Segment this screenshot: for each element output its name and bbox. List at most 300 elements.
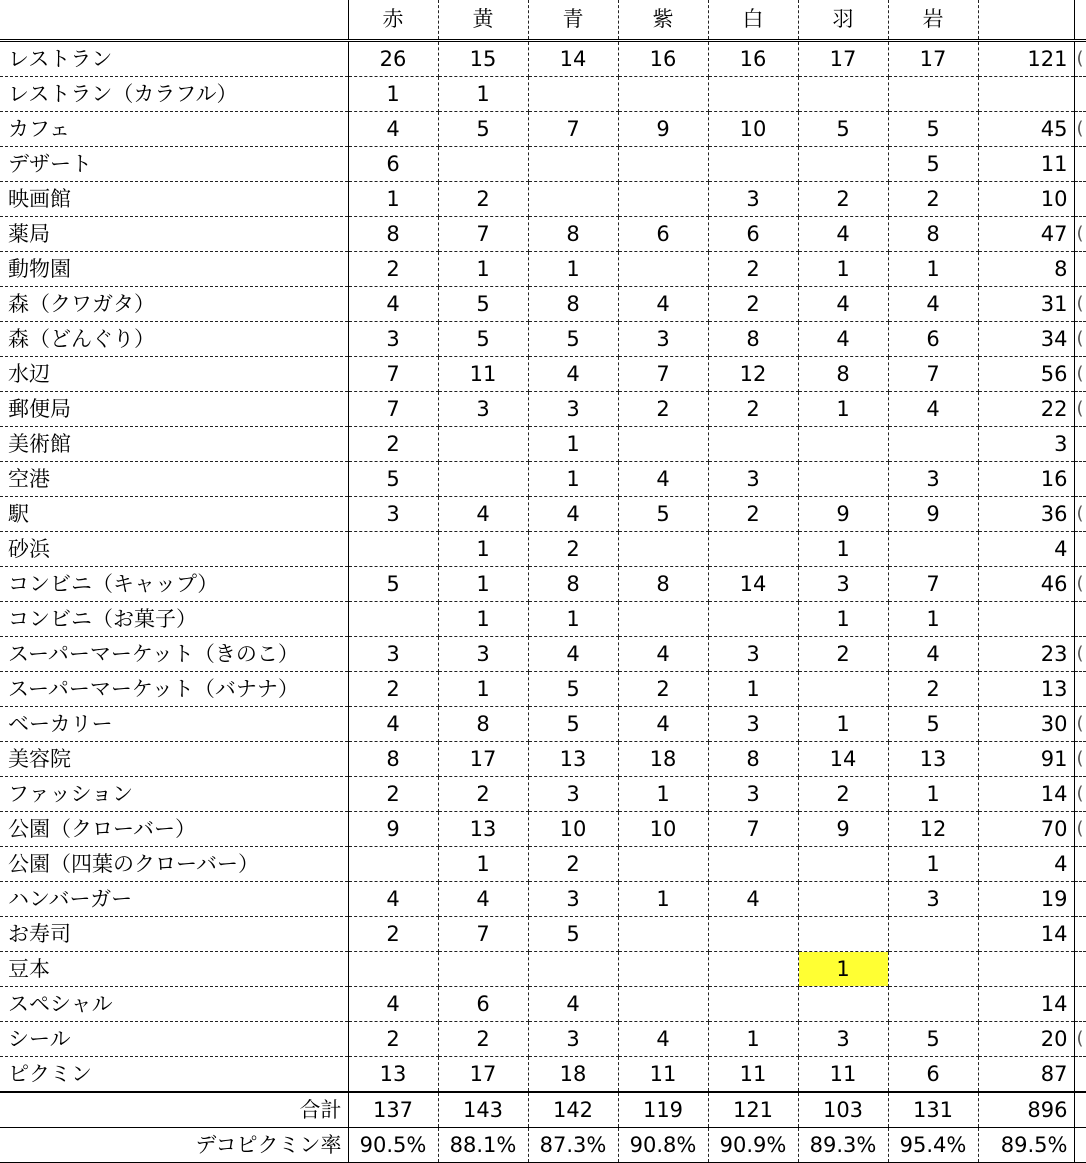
row-label[interactable]: 動物園 [0, 251, 348, 286]
row-total[interactable]: 36 [978, 496, 1074, 531]
row-label[interactable]: シール [0, 1021, 348, 1056]
value-cell[interactable] [438, 951, 528, 986]
table-row [0, 671, 1086, 706]
row-label[interactable]: 美容院 [0, 741, 348, 776]
value-cell[interactable] [618, 601, 708, 636]
row-label[interactable]: 美術館 [0, 426, 348, 461]
value-cell[interactable]: 12 [888, 811, 978, 846]
summary-value[interactable]: 131 [888, 1092, 978, 1128]
row-total[interactable] [978, 601, 1074, 636]
value-cell[interactable]: 5 [348, 566, 438, 601]
value-cell[interactable]: 2 [798, 636, 888, 671]
row-total[interactable]: 45 [978, 111, 1074, 146]
value-cell[interactable]: 1 [438, 846, 528, 881]
value-cell[interactable]: 8 [348, 741, 438, 776]
value-cell[interactable]: 6 [438, 986, 528, 1021]
value-cell[interactable]: 7 [888, 356, 978, 391]
value-cell[interactable]: 7 [528, 111, 618, 146]
value-cell[interactable]: 18 [618, 741, 708, 776]
value-cell[interactable] [618, 916, 708, 951]
value-cell[interactable]: 3 [618, 321, 708, 356]
value-cell[interactable]: 2 [528, 846, 618, 881]
value-cell[interactable]: 4 [888, 391, 978, 426]
value-cell[interactable]: 2 [438, 181, 528, 216]
value-cell[interactable]: 2 [438, 776, 528, 811]
value-cell[interactable]: 14 [798, 741, 888, 776]
row-total[interactable]: 87 [978, 1056, 1074, 1092]
value-cell[interactable]: 3 [348, 636, 438, 671]
row-total[interactable]: 14 [978, 776, 1074, 811]
value-cell[interactable]: 4 [618, 636, 708, 671]
value-cell[interactable]: 1 [708, 671, 798, 706]
value-cell[interactable]: 8 [528, 286, 618, 321]
value-cell[interactable]: 1 [438, 671, 528, 706]
summary-value[interactable]: 137 [348, 1092, 438, 1128]
value-cell[interactable] [618, 251, 708, 286]
value-cell[interactable]: 3 [708, 706, 798, 741]
value-cell[interactable]: 3 [888, 881, 978, 916]
value-cell[interactable]: 2 [708, 391, 798, 426]
row-label[interactable]: 駅 [0, 496, 348, 531]
row-total[interactable]: 11 [978, 146, 1074, 181]
column-header[interactable]: 黄 [438, 0, 528, 40]
value-cell[interactable] [528, 76, 618, 111]
value-cell[interactable]: 16 [708, 40, 798, 76]
row-label[interactable]: スーパーマーケット（バナナ） [0, 671, 348, 706]
value-cell[interactable]: 4 [528, 636, 618, 671]
row-total[interactable]: 31 [978, 286, 1074, 321]
value-cell[interactable]: 4 [438, 881, 528, 916]
row-label[interactable]: ファッション [0, 776, 348, 811]
value-cell[interactable]: 4 [618, 461, 708, 496]
value-cell[interactable] [528, 951, 618, 986]
value-cell[interactable]: 17 [438, 1056, 528, 1092]
value-cell[interactable]: 1 [888, 846, 978, 881]
value-cell[interactable]: 5 [618, 496, 708, 531]
row-label[interactable]: レストラン（カラフル） [0, 76, 348, 111]
row-label[interactable]: 森（クワガタ） [0, 286, 348, 321]
value-cell[interactable] [708, 951, 798, 986]
value-cell[interactable]: 4 [618, 706, 708, 741]
value-cell[interactable]: 1 [528, 461, 618, 496]
rate-value[interactable]: 87.3% [528, 1127, 618, 1162]
value-cell[interactable]: 9 [888, 496, 978, 531]
row-total[interactable]: 46 [978, 566, 1074, 601]
row-label[interactable]: コンビニ（お菓子） [0, 601, 348, 636]
value-cell[interactable]: 2 [348, 776, 438, 811]
value-cell[interactable]: 2 [708, 496, 798, 531]
value-cell[interactable]: 5 [888, 1021, 978, 1056]
row-label[interactable]: 森（どんぐり） [0, 321, 348, 356]
value-cell[interactable]: 18 [528, 1056, 618, 1092]
value-cell[interactable]: 6 [708, 216, 798, 251]
row-label[interactable]: 空港 [0, 461, 348, 496]
value-cell[interactable]: 5 [888, 146, 978, 181]
value-cell[interactable]: 3 [528, 881, 618, 916]
value-cell[interactable]: 4 [888, 636, 978, 671]
value-cell[interactable]: 2 [528, 531, 618, 566]
corner-cell[interactable] [0, 0, 348, 40]
summary-value[interactable]: 103 [798, 1092, 888, 1128]
row-label[interactable]: 薬局 [0, 216, 348, 251]
value-cell[interactable]: 1 [438, 601, 528, 636]
value-cell[interactable]: 8 [618, 566, 708, 601]
value-cell[interactable] [888, 426, 978, 461]
highlighted-cell[interactable]: 1 [798, 951, 888, 986]
value-cell[interactable] [708, 426, 798, 461]
value-cell[interactable] [708, 846, 798, 881]
value-cell[interactable]: 1 [348, 76, 438, 111]
row-label[interactable]: レストラン [0, 40, 348, 76]
row-label[interactable]: ハンバーガー [0, 881, 348, 916]
value-cell[interactable]: 5 [528, 321, 618, 356]
row-total[interactable]: 8 [978, 251, 1074, 286]
value-cell[interactable]: 1 [348, 181, 438, 216]
value-cell[interactable]: 5 [348, 461, 438, 496]
value-cell[interactable]: 5 [528, 671, 618, 706]
value-cell[interactable]: 9 [798, 811, 888, 846]
value-cell[interactable]: 3 [438, 391, 528, 426]
value-cell[interactable]: 1 [528, 251, 618, 286]
value-cell[interactable]: 4 [618, 1021, 708, 1056]
value-cell[interactable]: 11 [618, 1056, 708, 1092]
value-cell[interactable]: 5 [528, 706, 618, 741]
value-cell[interactable]: 2 [888, 671, 978, 706]
summary-value[interactable]: 119 [618, 1092, 708, 1128]
value-cell[interactable]: 11 [798, 1056, 888, 1092]
value-cell[interactable]: 3 [528, 1021, 618, 1056]
value-cell[interactable]: 2 [798, 181, 888, 216]
value-cell[interactable] [798, 461, 888, 496]
value-cell[interactable]: 2 [888, 181, 978, 216]
value-cell[interactable] [708, 146, 798, 181]
value-cell[interactable]: 4 [798, 216, 888, 251]
value-cell[interactable]: 5 [438, 111, 528, 146]
value-cell[interactable]: 4 [348, 706, 438, 741]
value-cell[interactable]: 2 [348, 1021, 438, 1056]
value-cell[interactable] [798, 426, 888, 461]
table-row [0, 916, 1086, 951]
value-cell[interactable]: 2 [618, 671, 708, 706]
value-cell[interactable]: 13 [438, 811, 528, 846]
value-cell[interactable] [798, 881, 888, 916]
value-cell[interactable]: 1 [438, 531, 528, 566]
value-cell[interactable] [618, 426, 708, 461]
value-cell[interactable]: 8 [528, 216, 618, 251]
row-total[interactable]: 14 [978, 986, 1074, 1021]
value-cell[interactable] [708, 531, 798, 566]
value-cell[interactable] [798, 986, 888, 1021]
row-total[interactable]: 23 [978, 636, 1074, 671]
value-cell[interactable] [798, 671, 888, 706]
value-cell[interactable]: 2 [348, 916, 438, 951]
value-cell[interactable] [528, 146, 618, 181]
value-cell[interactable]: 1 [618, 776, 708, 811]
value-cell[interactable] [798, 916, 888, 951]
row-total[interactable]: 19 [978, 881, 1074, 916]
value-cell[interactable]: 4 [888, 286, 978, 321]
value-cell[interactable]: 15 [438, 40, 528, 76]
value-cell[interactable] [348, 601, 438, 636]
column-header[interactable]: 白 [708, 0, 798, 40]
value-cell[interactable]: 7 [348, 356, 438, 391]
value-cell[interactable]: 2 [438, 1021, 528, 1056]
row-label[interactable]: 映画館 [0, 181, 348, 216]
rate-value[interactable]: 90.8% [618, 1127, 708, 1162]
value-cell[interactable]: 13 [888, 741, 978, 776]
value-cell[interactable]: 7 [708, 811, 798, 846]
value-cell[interactable]: 4 [528, 986, 618, 1021]
value-cell[interactable]: 8 [438, 706, 528, 741]
row-total[interactable]: 70 [978, 811, 1074, 846]
value-cell[interactable]: 8 [888, 216, 978, 251]
value-cell[interactable] [618, 146, 708, 181]
value-cell[interactable]: 1 [528, 601, 618, 636]
value-cell[interactable]: 10 [618, 811, 708, 846]
value-cell[interactable]: 2 [798, 776, 888, 811]
value-cell[interactable]: 1 [618, 881, 708, 916]
value-cell[interactable]: 9 [618, 111, 708, 146]
value-cell[interactable]: 1 [888, 776, 978, 811]
rate-value[interactable]: 90.9% [708, 1127, 798, 1162]
summary-label[interactable]: 合計 [0, 1092, 348, 1128]
value-cell[interactable]: 26 [348, 40, 438, 76]
row-label[interactable]: ベーカリー [0, 706, 348, 741]
summary-value[interactable]: 143 [438, 1092, 528, 1128]
value-cell[interactable]: 2 [708, 286, 798, 321]
value-cell[interactable]: 6 [888, 321, 978, 356]
value-cell[interactable]: 12 [708, 356, 798, 391]
value-cell[interactable] [888, 951, 978, 986]
value-cell[interactable] [708, 601, 798, 636]
value-cell[interactable]: 7 [438, 916, 528, 951]
value-cell[interactable]: 7 [438, 216, 528, 251]
value-cell[interactable]: 14 [708, 566, 798, 601]
value-cell[interactable]: 1 [798, 531, 888, 566]
value-cell[interactable] [618, 76, 708, 111]
row-label[interactable]: 公園（四葉のクローバー） [0, 846, 348, 881]
rate-value[interactable]: 89.3% [798, 1127, 888, 1162]
value-cell[interactable]: 3 [888, 461, 978, 496]
value-cell[interactable]: 2 [708, 251, 798, 286]
row-label[interactable]: 水辺 [0, 356, 348, 391]
summary-value[interactable]: 121 [708, 1092, 798, 1128]
row-total[interactable]: 56 [978, 356, 1074, 391]
row-total[interactable]: 20 [978, 1021, 1074, 1056]
row-total[interactable]: 16 [978, 461, 1074, 496]
value-cell[interactable]: 5 [438, 286, 528, 321]
row-label[interactable]: コンビニ（キャップ） [0, 566, 348, 601]
row-total[interactable]: 47 [978, 216, 1074, 251]
row-total[interactable]: 10 [978, 181, 1074, 216]
row-label[interactable]: 郵便局 [0, 391, 348, 426]
value-cell[interactable]: 6 [618, 216, 708, 251]
value-cell[interactable]: 11 [438, 356, 528, 391]
column-header[interactable]: 赤 [348, 0, 438, 40]
value-cell[interactable] [708, 916, 798, 951]
summary-value[interactable]: 142 [528, 1092, 618, 1128]
table-row [0, 181, 1086, 216]
total-header[interactable] [978, 0, 1074, 40]
value-cell[interactable]: 4 [798, 321, 888, 356]
value-cell[interactable] [888, 986, 978, 1021]
row-label[interactable]: ピクミン [0, 1056, 348, 1092]
value-cell[interactable]: 6 [888, 1056, 978, 1092]
value-cell[interactable]: 4 [348, 286, 438, 321]
row-total[interactable] [978, 951, 1074, 986]
value-cell[interactable]: 8 [798, 356, 888, 391]
row-total[interactable]: 22 [978, 391, 1074, 426]
value-cell[interactable]: 4 [798, 286, 888, 321]
value-cell[interactable]: 17 [438, 741, 528, 776]
value-cell[interactable]: 1 [888, 251, 978, 286]
value-cell[interactable]: 4 [348, 986, 438, 1021]
value-cell[interactable]: 4 [348, 111, 438, 146]
row-total[interactable]: 4 [978, 846, 1074, 881]
value-cell[interactable]: 4 [618, 286, 708, 321]
value-cell[interactable] [798, 846, 888, 881]
value-cell[interactable] [438, 461, 528, 496]
column-header[interactable]: 岩 [888, 0, 978, 40]
value-cell[interactable]: 1 [798, 391, 888, 426]
value-cell[interactable]: 4 [438, 496, 528, 531]
row-label[interactable]: 公園（クローバー） [0, 811, 348, 846]
row-label[interactable]: スペシャル [0, 986, 348, 1021]
value-cell[interactable]: 3 [708, 181, 798, 216]
value-cell[interactable]: 5 [888, 706, 978, 741]
value-cell[interactable]: 8 [528, 566, 618, 601]
row-total[interactable]: 14 [978, 916, 1074, 951]
value-cell[interactable]: 8 [708, 741, 798, 776]
value-cell[interactable]: 1 [798, 251, 888, 286]
row-total[interactable] [978, 76, 1074, 111]
value-cell[interactable] [438, 146, 528, 181]
row-total[interactable]: 34 [978, 321, 1074, 356]
row-label[interactable]: 砂浜 [0, 531, 348, 566]
value-cell[interactable]: 4 [528, 496, 618, 531]
value-cell[interactable]: 1 [888, 601, 978, 636]
value-cell[interactable] [618, 531, 708, 566]
value-cell[interactable] [798, 76, 888, 111]
value-cell[interactable]: 8 [348, 216, 438, 251]
value-cell[interactable]: 14 [528, 40, 618, 76]
value-cell[interactable]: 11 [708, 1056, 798, 1092]
rate-value[interactable]: 95.4% [888, 1127, 978, 1162]
value-cell[interactable]: 1 [708, 1021, 798, 1056]
column-header[interactable]: 青 [528, 0, 618, 40]
value-cell[interactable]: 1 [798, 706, 888, 741]
value-cell[interactable]: 1 [438, 566, 528, 601]
value-cell[interactable]: 3 [438, 636, 528, 671]
column-header[interactable]: 羽 [798, 0, 888, 40]
value-cell[interactable]: 3 [348, 321, 438, 356]
rate-total[interactable]: 89.5% [978, 1127, 1074, 1162]
value-cell[interactable] [348, 846, 438, 881]
value-cell[interactable]: 10 [528, 811, 618, 846]
value-cell[interactable] [888, 76, 978, 111]
value-cell[interactable]: 2 [348, 671, 438, 706]
rate-value[interactable]: 88.1% [438, 1127, 528, 1162]
value-cell[interactable]: 13 [528, 741, 618, 776]
row-total[interactable]: 3 [978, 426, 1074, 461]
value-cell[interactable]: 5 [528, 916, 618, 951]
value-cell[interactable]: 10 [708, 111, 798, 146]
value-cell[interactable]: 9 [798, 496, 888, 531]
value-cell[interactable] [798, 146, 888, 181]
row-total[interactable]: 121 [978, 40, 1074, 76]
row-label[interactable]: スーパーマーケット（きのこ） [0, 636, 348, 671]
row-total[interactable]: 91 [978, 741, 1074, 776]
value-cell[interactable]: 4 [348, 881, 438, 916]
value-cell[interactable] [618, 846, 708, 881]
value-cell[interactable]: 7 [888, 566, 978, 601]
value-cell[interactable]: 1 [798, 601, 888, 636]
value-cell[interactable]: 3 [348, 496, 438, 531]
value-cell[interactable]: 13 [348, 1056, 438, 1092]
row-total[interactable]: 13 [978, 671, 1074, 706]
value-cell[interactable] [438, 426, 528, 461]
value-cell[interactable] [348, 531, 438, 566]
row-total[interactable]: 30 [978, 706, 1074, 741]
value-cell[interactable] [708, 76, 798, 111]
row-label[interactable]: お寿司 [0, 916, 348, 951]
value-cell[interactable]: 5 [798, 111, 888, 146]
value-cell[interactable] [348, 951, 438, 986]
value-cell[interactable] [528, 181, 618, 216]
value-cell[interactable]: 5 [438, 321, 528, 356]
value-cell[interactable]: 2 [618, 391, 708, 426]
value-cell[interactable] [708, 986, 798, 1021]
value-cell[interactable] [618, 951, 708, 986]
value-cell[interactable]: 3 [798, 1021, 888, 1056]
value-cell[interactable]: 8 [708, 321, 798, 356]
value-cell[interactable] [888, 531, 978, 566]
value-cell[interactable] [618, 986, 708, 1021]
value-cell[interactable]: 5 [888, 111, 978, 146]
value-cell[interactable]: 16 [618, 40, 708, 76]
value-cell[interactable]: 1 [438, 76, 528, 111]
value-cell[interactable] [618, 181, 708, 216]
row-label[interactable]: 豆本 [0, 951, 348, 986]
value-cell[interactable]: 4 [708, 881, 798, 916]
rate-value[interactable]: 90.5% [348, 1127, 438, 1162]
value-cell[interactable]: 7 [618, 356, 708, 391]
value-cell[interactable]: 3 [708, 776, 798, 811]
value-cell[interactable]: 2 [348, 426, 438, 461]
value-cell[interactable]: 3 [708, 636, 798, 671]
value-cell[interactable]: 17 [798, 40, 888, 76]
column-header[interactable]: 紫 [618, 0, 708, 40]
value-cell[interactable]: 17 [888, 40, 978, 76]
value-cell[interactable]: 3 [708, 461, 798, 496]
rate-label[interactable]: デコピクミン率 [0, 1127, 348, 1162]
value-cell[interactable]: 7 [348, 391, 438, 426]
value-cell[interactable]: 1 [528, 426, 618, 461]
value-cell[interactable]: 3 [528, 776, 618, 811]
value-cell[interactable] [888, 916, 978, 951]
value-cell[interactable]: 2 [348, 251, 438, 286]
row-label[interactable]: カフェ [0, 111, 348, 146]
value-cell[interactable]: 4 [528, 356, 618, 391]
value-cell[interactable]: 1 [438, 251, 528, 286]
value-cell[interactable]: 9 [348, 811, 438, 846]
row-total[interactable]: 4 [978, 531, 1074, 566]
grand-total[interactable]: 896 [978, 1092, 1074, 1128]
value-cell[interactable]: 6 [348, 146, 438, 181]
row-label[interactable]: デザート [0, 146, 348, 181]
value-cell[interactable]: 3 [798, 566, 888, 601]
value-cell[interactable]: 3 [528, 391, 618, 426]
